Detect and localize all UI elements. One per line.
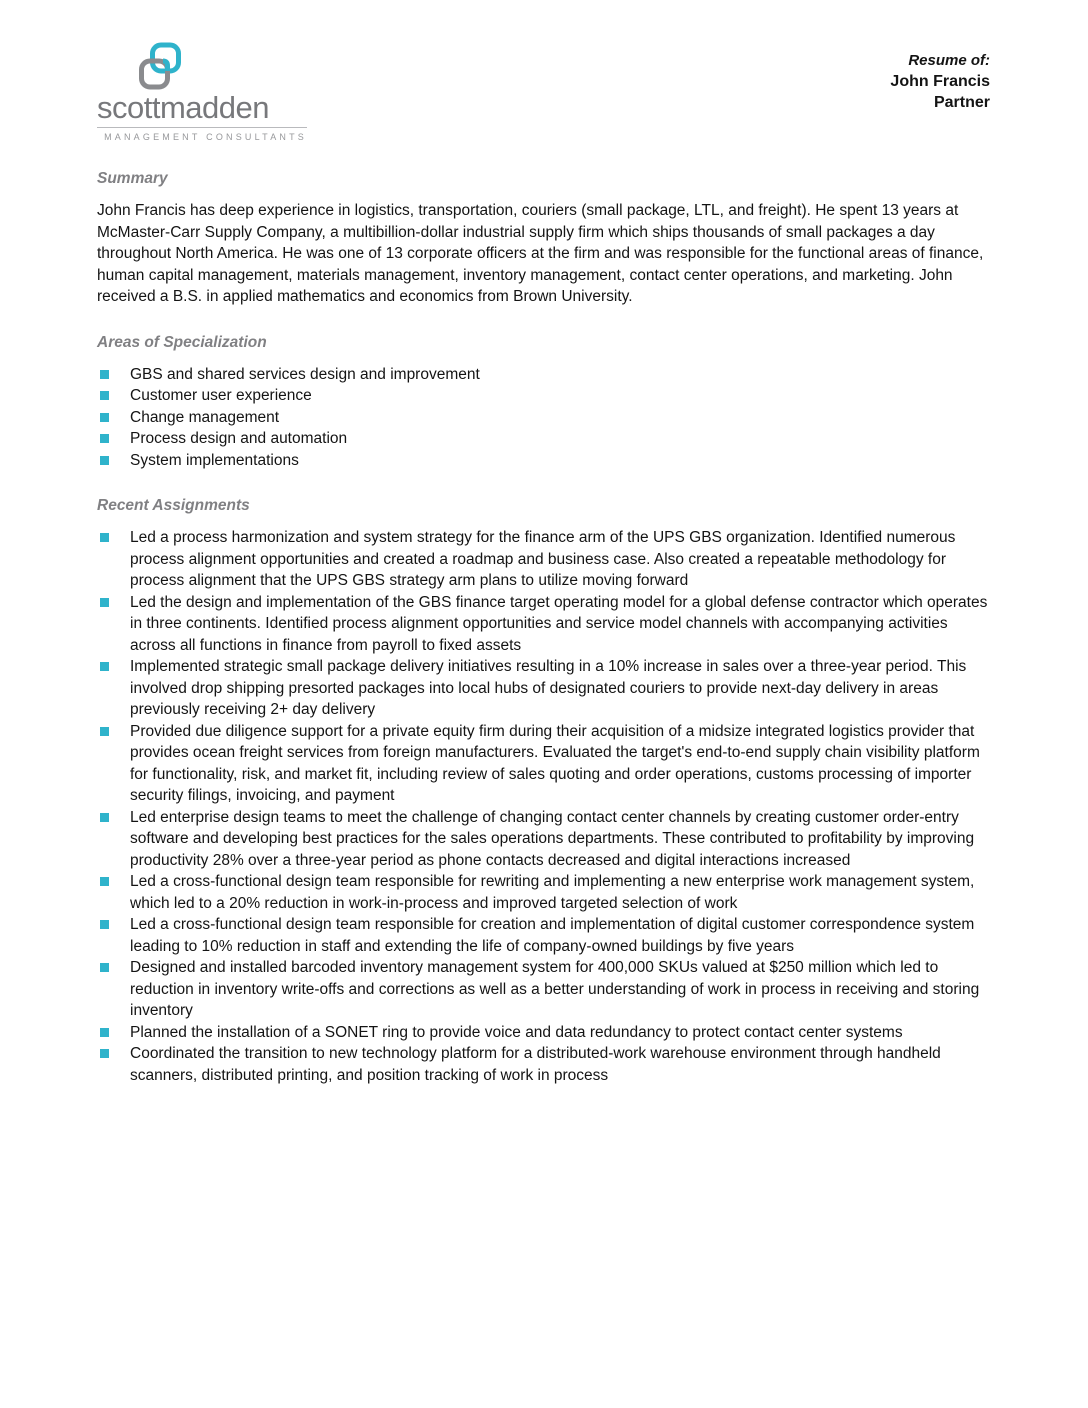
- bullet-text: Implemented strategic small package delivery initiatives resulting in a 10% increase in sales over a three-year period. This involved drop shipping presorted packages into local hubs of designated couriers to provide next-day delivery in areas previously receiving 2+ day delivery: [130, 658, 967, 718]
- section-summary: [97, 170, 990, 308]
- assignment-item: [97, 527, 990, 592]
- specialization-item: [97, 428, 990, 450]
- bullet-square-icon: [100, 370, 109, 379]
- specialization-item: [97, 385, 990, 407]
- document-header: [97, 42, 990, 142]
- bullet-square-icon: [100, 413, 109, 422]
- bullet-text: Coordinated the transition to new technology platform for a distributed-work warehouse environment through handheld scanners, distributed printing, and position tracking of work in process: [130, 1045, 941, 1084]
- assignment-item: [97, 721, 990, 807]
- bullet-text: GBS and shared services design and improvement: [130, 365, 480, 383]
- bullet-square-icon: [100, 1049, 109, 1058]
- specialization-item: [97, 450, 990, 472]
- assignment-item: [97, 1043, 990, 1086]
- assignment-item: [97, 656, 990, 721]
- bullet-text: Customer user experience: [130, 387, 312, 404]
- bullet-text: Led a process harmonization and system strategy for the finance arm of the UPS GBS organization. Identified numerous process alignment opportunities and created a roadmap and business case. Also created a repeatable methodology for process alignment that the UPS GBS strategy arm plans to utilize moving forward: [130, 529, 956, 589]
- section-assignments: [97, 497, 990, 1086]
- bullet-square-icon: [100, 434, 109, 443]
- specialization-list: [97, 364, 990, 472]
- bullet-square-icon: [100, 598, 109, 607]
- specialization-heading: Areas of Specialization: [97, 333, 267, 351]
- scottmadden-logo: [97, 42, 307, 142]
- bullet-square-icon: [100, 920, 109, 929]
- specialization-item: [97, 407, 990, 429]
- bullet-text: Led a cross-functional design team responsible for creation and implementation of digital customer correspondence system leading to 10% reduction in staff and extending the life of company-owned buildings by five years: [130, 916, 975, 955]
- bullet-text: Led enterprise design teams to meet the challenge of changing contact center channels by creating customer order-entry software and developing best practices for the sales operations departments. These contributed to profitability by improving productivity 28% over a three-year period as phone contacts decreased and digital interactions increased: [130, 808, 975, 869]
- assignment-item: [97, 914, 990, 957]
- assignment-item: [97, 592, 990, 657]
- assignment-item: [97, 807, 990, 872]
- assignment-item: [97, 871, 990, 914]
- assignments-heading: Recent Assignments: [97, 497, 250, 514]
- resume-person-title: Partner: [933, 94, 990, 111]
- bullet-text: Change management: [130, 408, 280, 426]
- bullet-square-icon: [100, 877, 109, 886]
- bullet-text: Designed and installed barcoded inventory management system for 400,000 SKUs valued at $250 million which led to reduction in inventory write-offs and corrections as well as a better understanding of work in process in receiving and storing inventory: [130, 959, 980, 1019]
- bullet-text: System implementations: [130, 451, 299, 469]
- bullet-square-icon: [100, 391, 109, 400]
- bullet-square-icon: [100, 533, 109, 542]
- resume-of-label: Resume of:: [908, 52, 990, 69]
- bullet-text: Process design and automation: [130, 430, 348, 447]
- bullet-text: Led a cross-functional design team responsible for rewriting and implementing a new enterprise work management system, which led to a 20% reduction in work-in-process and improved targeted selection of work: [130, 873, 975, 912]
- summary-paragraph: John Francis has deep experience in logistics, transportation, couriers (small package, LTL, and freight). He spent 13 years at McMaster-Carr Supply Company, a multibillion-dollar industrial supply firm which ships thousands of small packages a day throughout North America. He was one of 13 corporate officers at the firm and was responsible for the functional areas of finance, human capital management, materials management, inventory management, contact center operations, and marketing. John received a B.S. in applied mathematics and economics from Brown University.: [97, 202, 984, 305]
- bullet-square-icon: [100, 456, 109, 465]
- scottmadden-logo-icon: [137, 42, 183, 90]
- bullet-square-icon: [100, 813, 109, 822]
- logo-tagline: MANAGEMENT CONSULTANTS: [97, 127, 307, 142]
- logo-wordmark: scottmadden: [97, 90, 269, 125]
- bullet-square-icon: [100, 727, 109, 736]
- specialization-item: [97, 364, 990, 386]
- bullet-text: Provided due diligence support for a private equity firm during their acquisition of a midsize integrated logistics provider that provides ocean freight services from foreign manufacturers. Evaluated the target's end-to-end supply chain visibility platform for functionality, risk, and market fit, including review of sales quoting and order operations, customs processing of importer security filings, invoicing, and payment: [130, 722, 980, 804]
- assignment-item: [97, 1022, 990, 1044]
- summary-heading: Summary: [97, 170, 168, 187]
- bullet-square-icon: [100, 963, 109, 972]
- bullet-square-icon: [100, 662, 109, 671]
- resume-header-block: [890, 42, 990, 113]
- assignments-list: [97, 527, 990, 1086]
- bullet-text: Planned the installation of a SONET ring to provide voice and data redundancy to protect contact center systems: [130, 1023, 903, 1041]
- assignment-item: [97, 957, 990, 1022]
- bullet-text: Led the design and implementation of the GBS finance target operating model for a global defense contractor which operates in three continents. Identified process alignment opportunities and service model channels with accompanying activities across all functions in finance from payroll to fixed assets: [130, 593, 988, 654]
- bullet-square-icon: [100, 1028, 109, 1037]
- resume-person-name: John Francis: [890, 73, 990, 90]
- section-specialization: [97, 334, 990, 472]
